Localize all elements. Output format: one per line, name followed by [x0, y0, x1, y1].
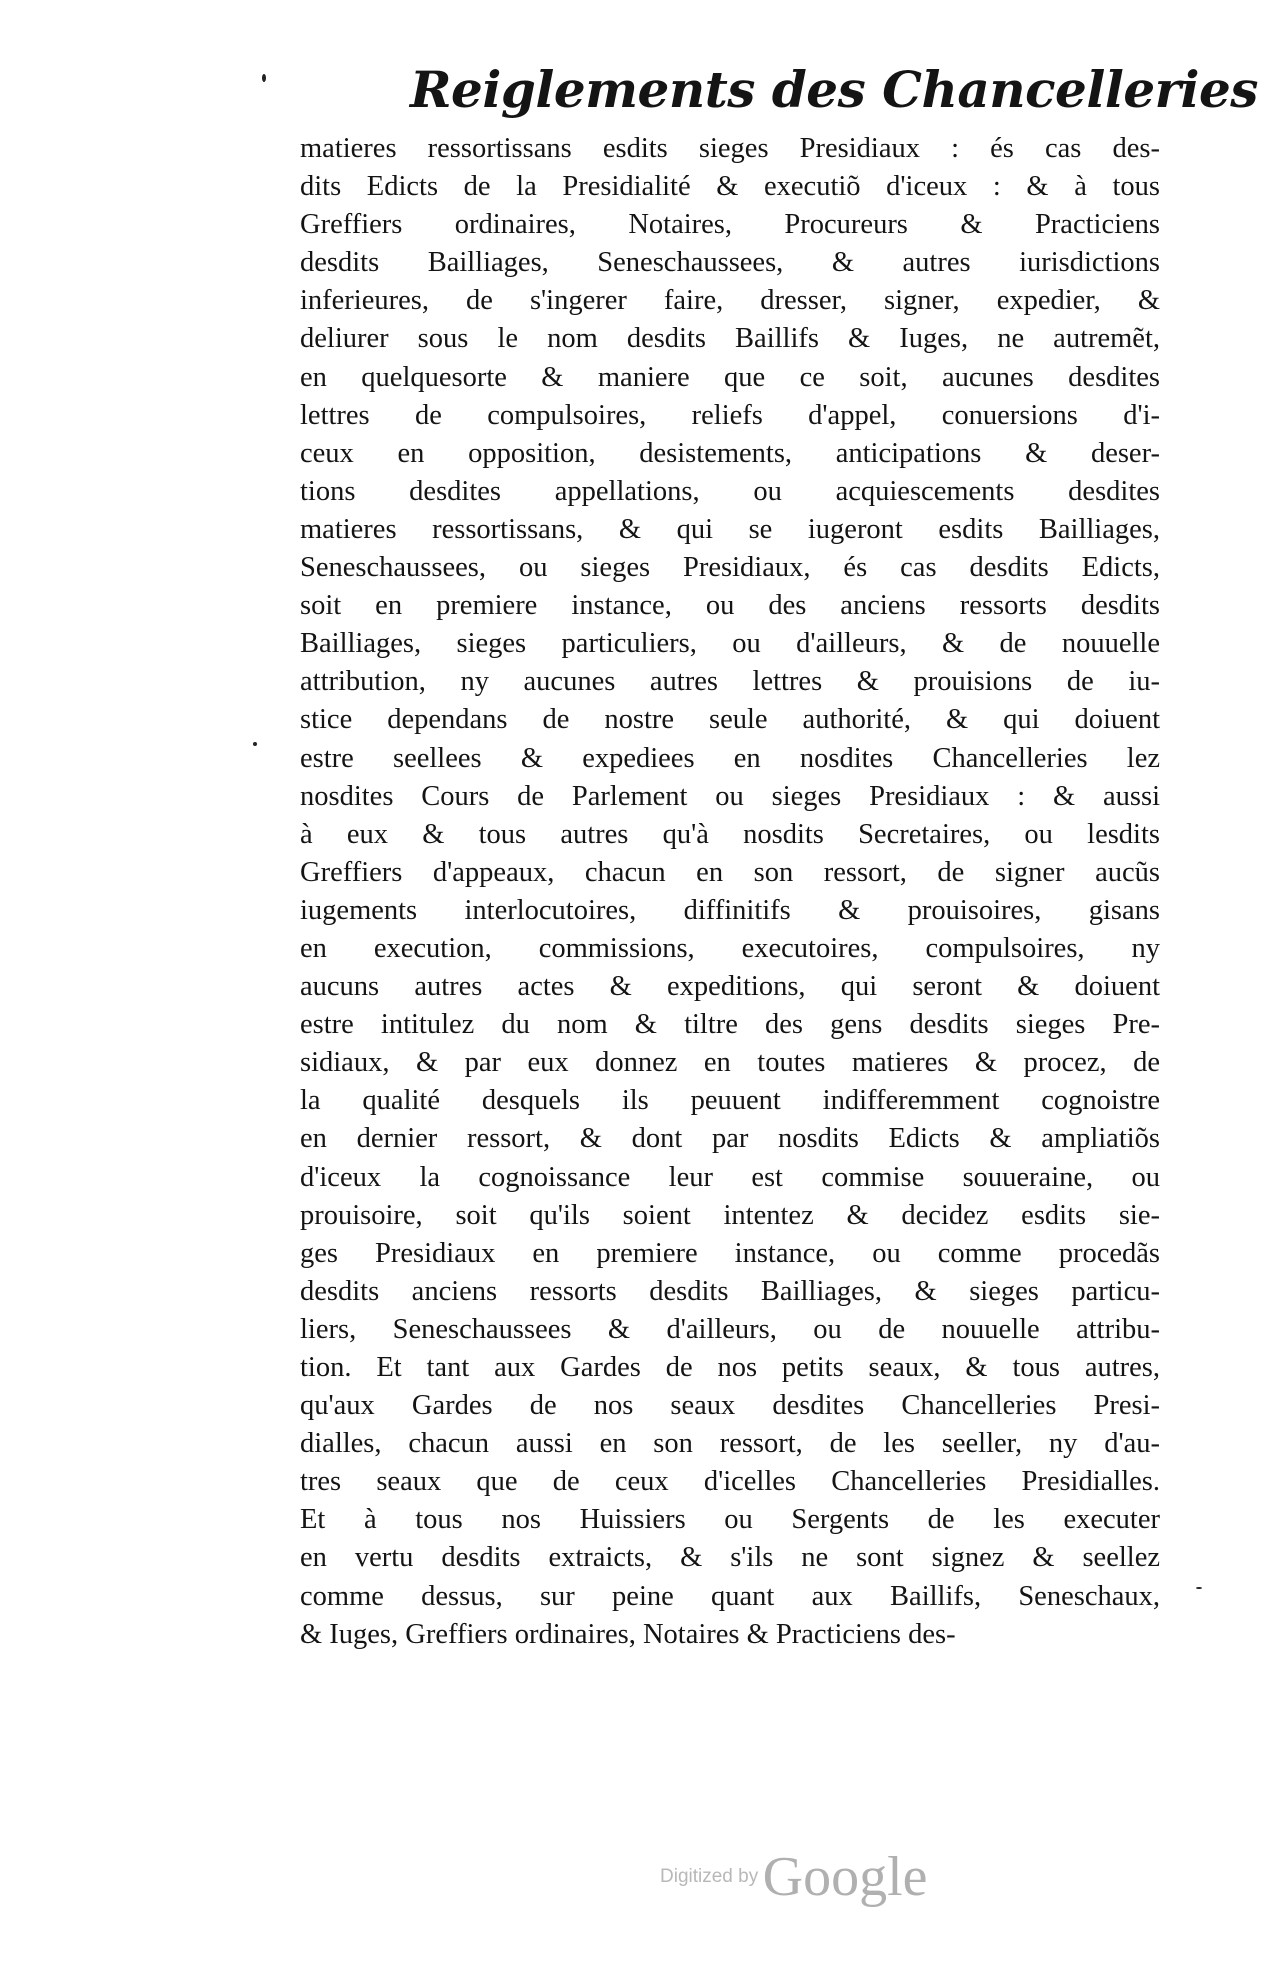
text-line: iugements interlocutoires, diffinitifs & prouisoires, gisans — [300, 894, 1160, 926]
text-line: comme dessus, sur peine quant aux Baillifs, Seneschaux, — [300, 1580, 1160, 1612]
text-line: sidiaux, & par eux donnez en toutes matieres & procez, de — [300, 1047, 1160, 1079]
text-line: stice dependans de nostre seule authorité, & qui doiuent — [300, 704, 1160, 736]
text-line: estre seellees & expediees en nosdites Chancelleries lez — [300, 742, 1160, 774]
text-line: tres seaux que de ceux d'icelles Chancelleries Presidialles. — [300, 1466, 1160, 1498]
text-line: ceux en opposition, desistements, anticipations & deser- — [300, 437, 1160, 469]
text-line: soit en premiere instance, ou des anciens ressorts desdits — [300, 590, 1160, 622]
text-line: en quelquesorte & maniere que ce soit, aucunes desdites — [300, 361, 1160, 393]
text-line: attribution, ny aucunes autres lettres & prouisions de iu- — [300, 666, 1160, 698]
text-line: en vertu desdits extraicts, & s'ils ne sont signez & seellez — [300, 1542, 1160, 1574]
text-line: Greffiers ordinaires, Notaires, Procureurs & Practiciens — [300, 209, 1160, 241]
text-line: en execution, commissions, executoires, compulsoires, ny — [300, 932, 1160, 964]
text-line: prouisoire, soit qu'ils soient intentez & decidez esdits sie- — [300, 1199, 1160, 1231]
text-line: deliurer sous le nom desdits Baillifs & Iuges, ne autremẽt, — [300, 323, 1160, 355]
text-line: tions desdites appellations, ou acquiescements desdites — [300, 475, 1160, 507]
text-line: en dernier ressort, & dont par nosdits Edicts & ampliatiõs — [300, 1123, 1160, 1155]
text-line: nosdites Cours de Parlement ou sieges Presidiaux : & aussi — [300, 780, 1160, 812]
text-line: qu'aux Gardes de nos seaux desdites Chancelleries Presi- — [300, 1390, 1160, 1422]
watermark-brand: Google — [762, 1846, 928, 1908]
text-line: dialles, chacun aussi en son ressort, de les seeller, ny d'au- — [300, 1428, 1160, 1460]
text-line: lettres de compulsoires, reliefs d'appel, conuersions d'i- — [300, 399, 1160, 431]
text-line: matieres ressortissans esdits sieges Presidiaux : és cas des- — [300, 133, 1160, 164]
text-line: la qualité desquels ils peuuent indifferemment cognoistre — [300, 1085, 1160, 1117]
scan-speck — [262, 74, 266, 82]
text-line: estre intitulez du nom & tiltre des gens desdits sieges Pre- — [300, 1009, 1160, 1041]
text-line: ges Presidiaux en premiere instance, ou comme procedãs — [300, 1237, 1160, 1269]
text-line: Bailliages, sieges particuliers, ou d'ailleurs, & de nouuelle — [300, 628, 1160, 660]
text-line: matieres ressortissans, & qui se iugeront esdits Bailliages, — [300, 513, 1160, 545]
watermark-prefix: Digitized by — [660, 1866, 759, 1887]
text-line: tion. Et tant aux Gardes de nos petits seaux, & tous autres, — [300, 1352, 1160, 1383]
text-line: d'iceux la cognoissance leur est commise souueraine, ou — [300, 1161, 1160, 1193]
text-line: desdits anciens ressorts desdits Bailliages, & sieges particu- — [300, 1275, 1160, 1307]
text-line: Seneschaussees, ou sieges Presidiaux, és cas desdits Edicts, — [300, 552, 1160, 584]
body-text — [300, 130, 1160, 1654]
text-line: dits Edicts de la Presidialité & executiõ d'iceux : & à tous — [300, 171, 1160, 203]
text-line: liers, Seneschaussees & d'ailleurs, ou de nouuelle attribu- — [300, 1313, 1160, 1345]
text-line: & Iuges, Greffiers ordinaires, Notaires & Practiciens des- — [300, 1618, 956, 1650]
text-line: inferieures, de s'ingerer faire, dresser, signer, expedier, & — [300, 285, 1160, 317]
scan-speck — [1196, 1587, 1202, 1589]
digitization-watermark — [660, 1845, 928, 1909]
text-line: Et à tous nos Huissiers ou Sergents de les executer — [300, 1504, 1160, 1536]
text-line: aucuns autres actes & expeditions, qui seront & doiuent — [300, 971, 1160, 1003]
text-line: desdits Bailliages, Seneschaussees, & autres iurisdictions — [300, 247, 1160, 279]
text-line: à eux & tous autres qu'à nosdits Secretaires, ou lesdits — [300, 818, 1160, 850]
running-head: Reiglements des Chancelleries — [410, 60, 1258, 119]
text-line: Greffiers d'appeaux, chacun en son ressort, de signer aucũs — [300, 856, 1160, 888]
scan-speck — [253, 742, 257, 746]
